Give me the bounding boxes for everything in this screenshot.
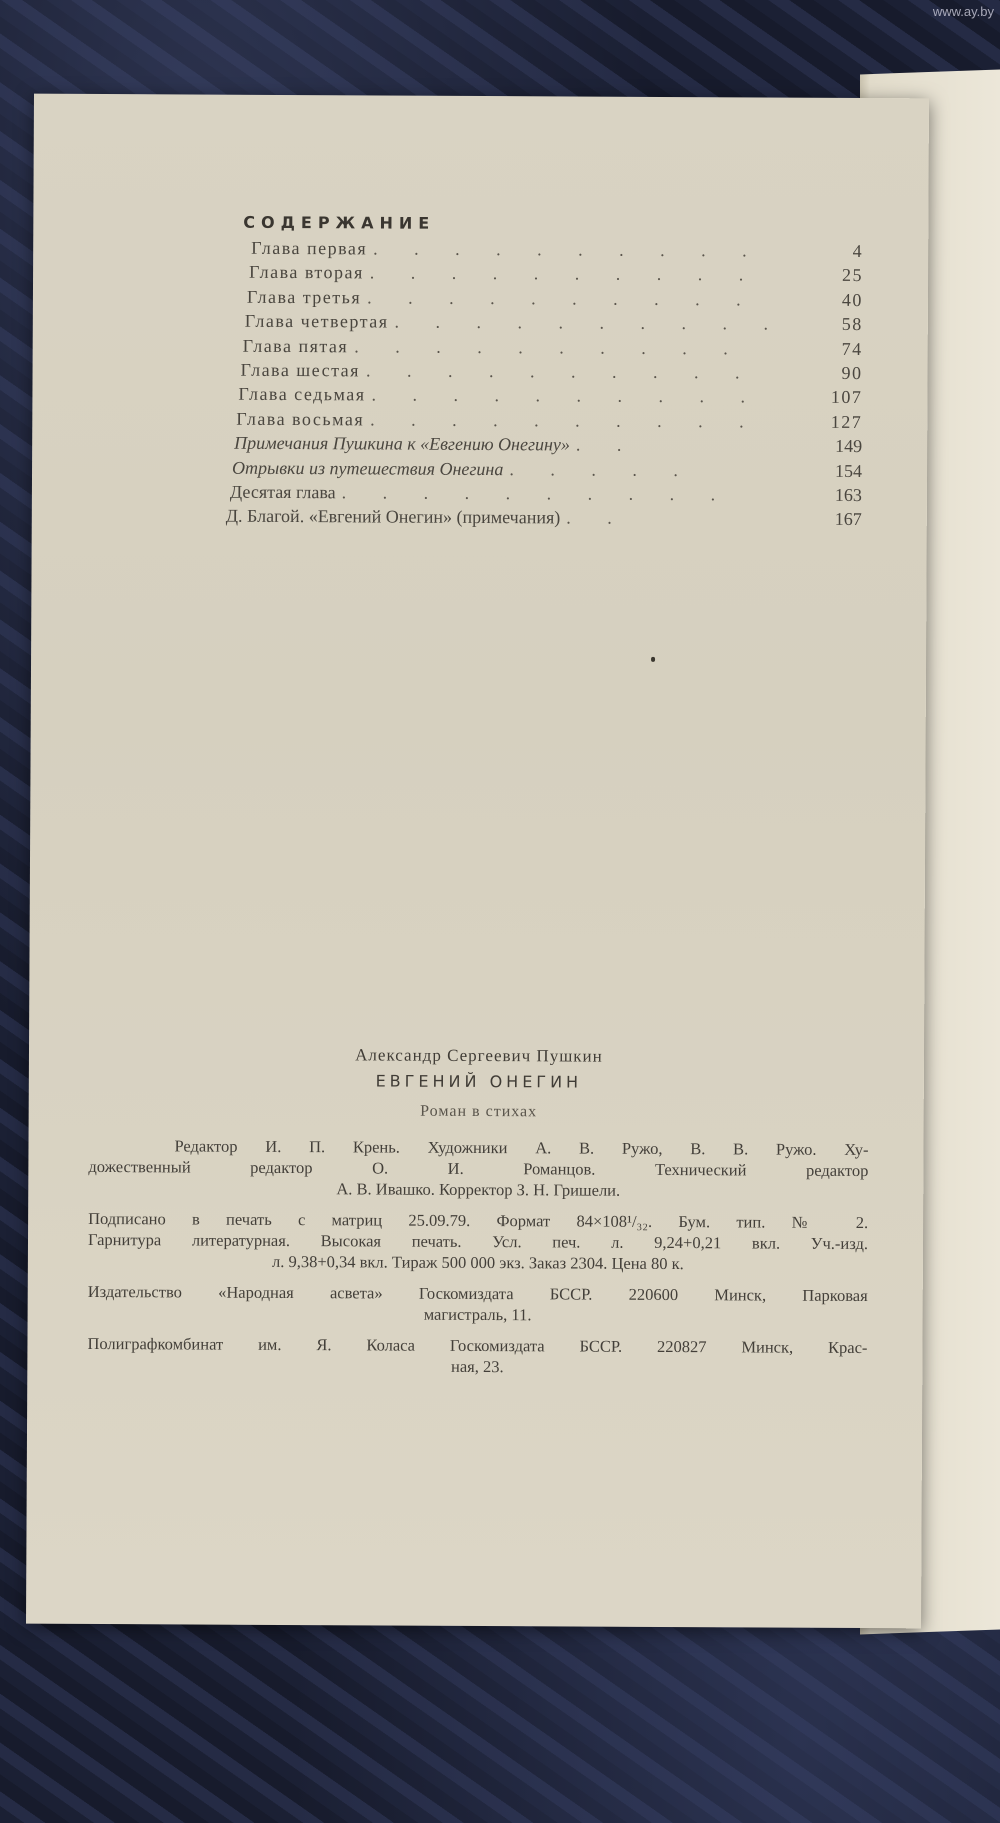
author-name: Александр Сергеевич Пушкин xyxy=(355,1045,603,1066)
book-subtitle: Роман в стихах xyxy=(420,1102,538,1121)
toc-entry-title: Глава первая xyxy=(251,237,368,259)
table-of-contents xyxy=(222,213,864,534)
dust-speck xyxy=(651,657,655,662)
toc-leader-dots: . . . . . . . . . . xyxy=(341,482,732,505)
toc-entry xyxy=(222,482,862,510)
print-line: Гарнитура литературная. Высокая печать. Усл. печ. л. 9,24+0,21 вкл. Уч.-изд. xyxy=(87,1229,869,1254)
toc-page-number: 74 xyxy=(841,338,863,359)
toc-leader-dots: . . . . . xyxy=(509,458,694,480)
colophon xyxy=(87,1044,869,1389)
printer-line: ная, 23. xyxy=(450,1356,504,1377)
toc-page-number: 167 xyxy=(834,509,862,530)
toc-entry-title: Глава седьмая xyxy=(238,384,366,405)
toc-leader-dots: . . . . . . . . . . xyxy=(369,262,760,285)
toc-entry xyxy=(222,408,862,436)
print-line: л. 9,38+0,34 вкл. Тираж 500 000 экз. Заказ 2304. Цена 80 к. xyxy=(271,1251,684,1274)
publisher-info xyxy=(88,1281,868,1327)
watermark: www.ay.by xyxy=(932,4,994,19)
toc-entry-title: Глава пятая xyxy=(242,335,349,356)
toc-entry-title: Глава вторая xyxy=(249,262,364,283)
toc-page-number: 107 xyxy=(830,387,863,408)
toc-entry xyxy=(223,238,863,266)
toc-page-number: 40 xyxy=(841,289,863,310)
printer-line: Полиграфкомбинат им. Я. Коласа Госкомиздата БССР. 220827 Минск, Крас- xyxy=(87,1333,868,1358)
toc-page-number: 163 xyxy=(834,484,862,505)
print-line: Подписано в печать с матриц 25.09.79. Формат 84×108¹/₃₂. Бум. тип. № 2. xyxy=(88,1208,869,1233)
toc-entry-title: Примечания Пушкина к «Евгению Онегину» xyxy=(234,432,571,455)
toc-entry-title: Глава восьмая xyxy=(236,408,365,430)
toc-entry-title: Отрывки из путешествия Онегина xyxy=(232,457,504,479)
toc-page-number: 90 xyxy=(841,362,863,383)
staff-credits xyxy=(88,1135,868,1202)
toc-page-number: 25 xyxy=(842,265,864,286)
toc-leader-dots: . . . . . . . . . . xyxy=(371,384,762,407)
toc-page-number: 4 xyxy=(852,240,864,262)
toc-heading: СОДЕРЖАНИЕ xyxy=(243,212,436,233)
toc-entry xyxy=(222,506,862,534)
toc-page-number: 154 xyxy=(834,460,863,481)
book-title: ЕВГЕНИЙ ОНЕГИН xyxy=(375,1071,583,1092)
toc-entry-title: Глава четвертая xyxy=(244,310,389,332)
toc-leader-dots: . . . . . . . . . . xyxy=(370,409,760,432)
toc-leader-dots: . . . . . . . . . . xyxy=(394,311,785,334)
staff-line: дожественный редактор О. И. Романцов. Технический редактор xyxy=(88,1156,869,1181)
toc-entry xyxy=(223,262,863,290)
toc-leader-dots: . . . . . . . . . . xyxy=(373,238,763,261)
toc-entry-title: Глава третья xyxy=(246,286,362,308)
toc-entry-title: Десятая глава xyxy=(229,481,336,503)
toc-leader-dots: . . . . . . . . . . xyxy=(365,360,756,383)
staff-line: Редактор И. П. Крень. Художники А. В. Ружо, В. В. Ружо. Ху- xyxy=(174,1136,869,1160)
publisher-line: магистраль, 11. xyxy=(423,1304,532,1325)
print-details xyxy=(88,1208,868,1275)
printer-info xyxy=(87,1333,867,1379)
toc-entry xyxy=(222,384,862,412)
toc-leader-dots: . . . . . . . . . . xyxy=(367,287,757,310)
toc-entry-title: Глава шестая xyxy=(240,359,361,381)
toc-leader-dots: . . xyxy=(566,507,628,529)
toc-entry-title: Д. Благой. «Евгений Онегин» (примечания) xyxy=(225,505,561,528)
toc-page-number: 58 xyxy=(841,314,863,335)
toc-page-number: 149 xyxy=(835,435,863,457)
publisher-line: Издательство «Народная асвета» Госкомиздата БССР. 220600 Минск, Парковая xyxy=(87,1281,868,1306)
toc-entry xyxy=(222,433,862,461)
toc-entry xyxy=(222,457,862,485)
toc-leader-dots: . . xyxy=(575,434,638,455)
toc-leader-dots: . . . . . . . . . . xyxy=(354,335,744,358)
toc-entry xyxy=(223,335,863,363)
toc-entry xyxy=(222,360,862,388)
toc-page-number: 127 xyxy=(830,411,863,432)
toc-entry xyxy=(223,311,863,339)
toc-entry xyxy=(223,286,863,314)
toc-list xyxy=(222,238,864,534)
staff-line: А. В. Ивашко. Корректор З. Н. Гришели. xyxy=(336,1179,621,1200)
book-page xyxy=(26,94,929,1629)
